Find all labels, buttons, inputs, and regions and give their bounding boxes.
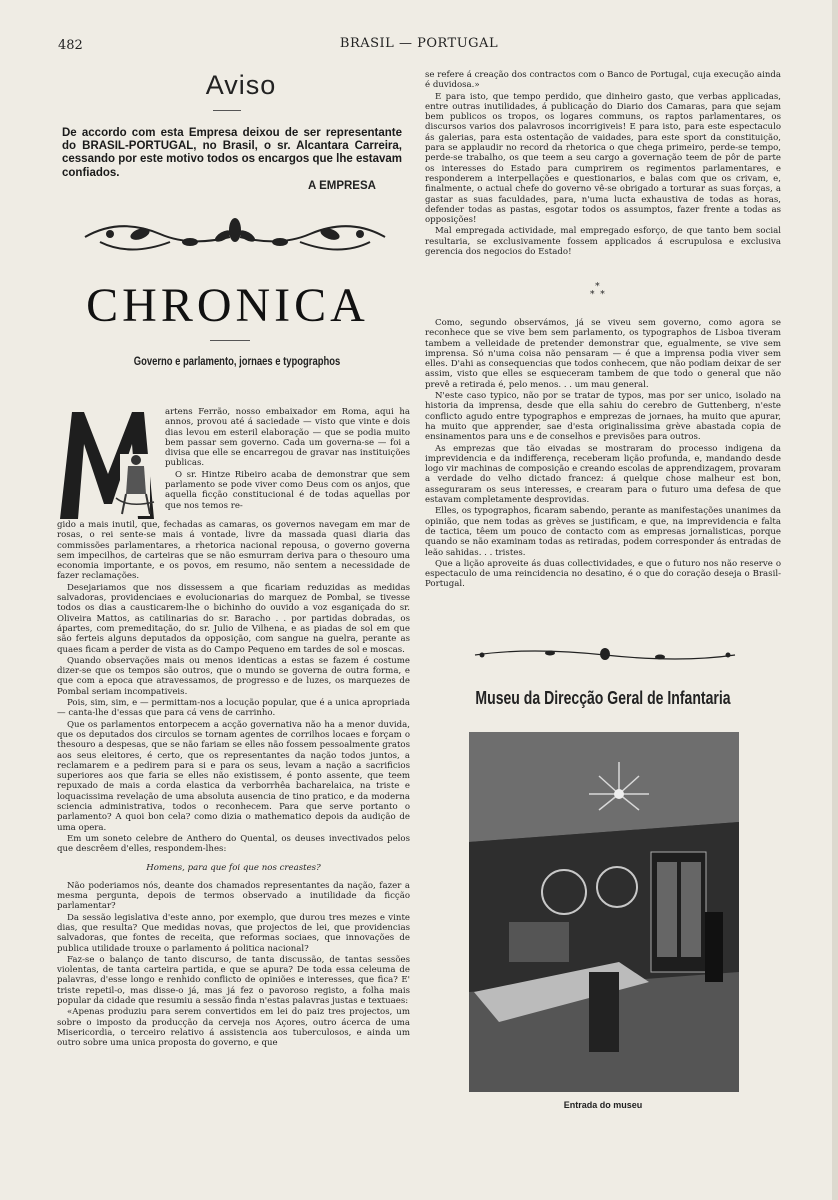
paragraph: Da sessão legislativa d'este anno, por exemplo, que durou tres mezes e vinte dias, que resulta? Que medidas novas, que projectos de lei, que providencias salvadoras, que fontes de receita, que reformas sociaes, que innovações de publica utilidade trouxe o parlamento á politica nacional? [57,912,410,954]
paragraph: Que os parlamentos entorpecem a acção governativa não ha a menor duvida, que os deputados dos circulos se tornam agentes de corrilhos locaes e forçam o thesouro a despesas, que se não fariam se elles não fossem pessoalmente gratos aos seus eleitores, é certo, que os representantes da nação todos juntos, a reclamarem e a pedirem para si e para os seus, levam a nação a sacrificios superiores aos que faria se elles não existissem, é ponto assente, que teem repuxado de mais a corda elastica da verborrhêa bacharelaica, na triste e loquacissima revelação de uma absoluta ausencia de tino pratico, e da moderna sciencia administrativa, todos o reconhecem. Para que serve portanto o parlamento? A quoi bon cela? como dizia o mathematico depois da audição de uma opera. [57,719,410,833]
paragraph: Em um soneto celebre de Anthero do Quental, os deuses invectivados pelos que descrêem d'elles, respondem-lhes: [57,833,410,855]
paragraph: artens Ferrão, nosso embaixador em Roma, aqui ha annos, provou até á saciedade — visto que vinte e dois dias levou em esteril elaboração — que se podia muito bem passar sem governo. Cada um governa-se — foi a divisa que elle se encarregou de gravar nas instituições publicas. [165,407,410,469]
right-column-bottom [425,318,781,591]
chronica-subtitle: Governo e parlamento, jornaes e typographos [133,356,341,368]
paragraph: N'este caso typico, não por se tratar de typos, mas por ser unico, isolado na historia da imprensa, desde que ella sahiu do cerebro de Guttenberg, n'este conflicto agudo entre typographos e emprezas de jornaes, ha muito que apurar, ha muito que apprender, sae d'esta originalissima grève abastada copia de ensinamentos para uns e de conselhos e previsões para outros. [425,391,781,443]
divider [210,340,250,341]
page-number: 482 [58,38,83,53]
paragraph: se refere á creação dos contractos com o Banco de Portugal, cuja execução ainda é duvidosa.» [425,70,781,91]
paragraph: O sr. Hintze Ribeiro acaba de demonstrar que sem parlamento se pode viver como Deus com os anjos, que aquella ficção constitucional é de todas aquellas por que nos temos re- [165,469,410,511]
aviso-body: De accordo com esta Empresa deixou de ser representante do BRASIL-PORTUGAL, no Brasil, o sr. Alcantara Carreira, cessando por este motivo todos os encargos que lhe estavam confiados. [62,127,402,179]
paragraph: «Apenas produziu para serem convertidos em lei do paiz tres projectos, um sobre o imposto da producção da cerveja nos Açores, outro ácerca de uma Misericordia, o terceiro relativo á assistencia aos tuberculosos, e ainda um outro sobre uma unica proposta do governo, e que [57,1007,410,1049]
quote: Homens, para que foi que nos creastes? [146,862,321,873]
paragraph: Pois, sim, sim, e — permittam-nos a locução popular, que é a unica apropriada — canta-lhe d'essas que para cá vens de carrinho. [57,698,410,719]
divider [213,110,241,111]
paragraph: Que a lição aproveite ás duas collectividades, e que o futuro nos não reserve o espectaculo de uma reincidencia no desatino, é o que do coração deseja o Brasil-Portugal. [425,558,781,590]
museu-title: Museu da Direcção Geral de Infantaria [475,688,731,708]
running-header: BRASIL — PORTUGAL [339,36,499,51]
paragraph: E para isto, que tempo perdido, que dinheiro gasto, que verbas applicadas, entre outras inutilidades, á publicação do Diario dos Camaras, para que sejam bem publicos os tropos, os logares communs, os raptos parlamentares, os discursos varios dos palavrosos incorrigiveis! E para isto, para este espectaculo ás galerias, para esta ostentação de vaidades, para este sport da constituição, para se applaudir no record da rhetorica o que chega primeiro, perde-se tempo, perde-se trabalho, os que teem a seu cargo a governação teem de pôr de parte os interesses do Estado para cumprirem os regimentos parlamentares, e responderem a interpellações e questionarios, e balas com que os crivam, e, finalmente, o actual chefe do governo vê-se obrigado a torturar as suas forças, a gastar as suas faculdades, para, n'uma lucta exhaustiva de todas as horas, defender todas as pastas, esgotar todos os assumptos, fazer frente a todas as opposições! [425,91,781,226]
aviso-signature: A EMPRESA [308,180,376,192]
page-edge [832,0,838,1200]
paragraph: Elles, os typographos, ficaram sabendo, perante as manifestações unanimes da opinião, que nem todas as grèves se justificam, e que, na imprevidencia e falta de tactica, têem um pouco de contacto com as empresas jornalisticas, porque quando se não examinam todas as retiradas, podem corresponder ás entradas de leão sahidas. . . tristes. [425,506,781,558]
paragraph: As emprezas que tão eivadas se mostraram do processo indigena da imprevidencia e da indifferença, receberam lição profunda, e, mandando desde logo vir machinas de composição e creando escolas de apprendizagem, provaram a verdade do velho dictado francez: á quelque chose malheur est bon, asseguraram os seus interesses, e crearam para o futuro uma defesa de que estavam completamente desprovidas. [425,443,781,506]
chronica-title: CHRONICA [86,279,369,332]
museum-photo [469,732,739,1092]
vine-ornament [470,645,740,665]
left-column [57,520,410,1050]
paragraph: gido a mais inutil, que, fechadas as camaras, os governos navegam em mar de rosas, o rei sente-se mais á vontade, livre da massada quasi diaria das commissões parlamentares, a rhetorica nacional repousa, o governo governa sem impecilhos, de carteiras que se não esmurram deriva para o thesouro uma economia importante, e os povos, em resumo, não sentem a necessidade de fazer reclamações. [57,520,410,582]
aviso-title: Aviso [205,70,277,100]
paragraph: Mal empregada actividade, mal empregado esforço, de que tanto bem social resultaria, se exclusivamente fossem applicados á escrupulosa e exclusiva gerencia dos negocios do Estado! [425,226,781,258]
photo-caption: Entrada do museu [563,1100,643,1110]
paragraph: Não poderiamos nós, deante dos chamados representantes da nação, fazer a mesma pergunta, depois de termos observado a inutilidade da ficção parlamentar? [57,880,410,912]
dropcap-illustration [58,404,158,524]
paragraph: Quando observações mais ou menos identicas a estas se fazem é costume dizer-se que os tempos são outros, que o mundo se governa de outra forma, e que com a epoca que atravessamos, de progresso e de luzes, os marquezes de Pombal seriam incompativeis. [57,655,410,697]
paragraph: Faz-se o balanço de tanto discurso, de tanta discussão, de tantas sessões violentas, de tanta carteira partida, e que se apura? De toda essa celeuma de palavras, d'esse longo e renhido conflicto de opiniões e interesses, que fica? E' triste repetil-o, mas disse-o já, mas já fez o pavoroso registo, a folha mais popular da cidade que resumiu a sessão finda n'estas palavras justas e textuaes: [57,954,410,1007]
right-column-top [425,70,781,258]
section-stars: * * * [590,282,605,300]
paragraph: Como, segundo observámos, já se viveu sem governo, como agora se reconhece que se vive bem sem parlamento, os typographos de Lisboa tiveram tambem a velleidade de pretender demonstrar que, egualmente, se vive sem imprensa. Só n'uma coisa não pensaram — é que a imprensa podia viver sem elles. D'ahi as consequencias que todos conhecem, que não podiam deixar de ser assim, visto que elles se esqueceram tambem de que todo o general que não prevê a retirada é, pelo menos. . . um mau general. [425,318,781,390]
paragraph: Desejariamos que nos dissessem a que ficariam reduzidas as medidas salvadoras, providenciaes e evolucionarias do marquez de Pombal, se tivesse todos os dias a causticarem-lhe o bichinho do ouvido a voz esganiçada do sr. Oliveira Mattos, as catilinarias do sr. Baracho . . por partidas dobradas, os ápartes, com premeditação, do sr. Julio de Vilhena, e as piadas de sol em que são ferteis alguns deputados da opposição, com sangue na guelra, perante as quaes ficam a perder de vista as do Campo Pequeno em tardes de sol e moscas. [57,582,410,655]
floral-ornament [80,212,390,262]
intro-text [165,407,410,512]
